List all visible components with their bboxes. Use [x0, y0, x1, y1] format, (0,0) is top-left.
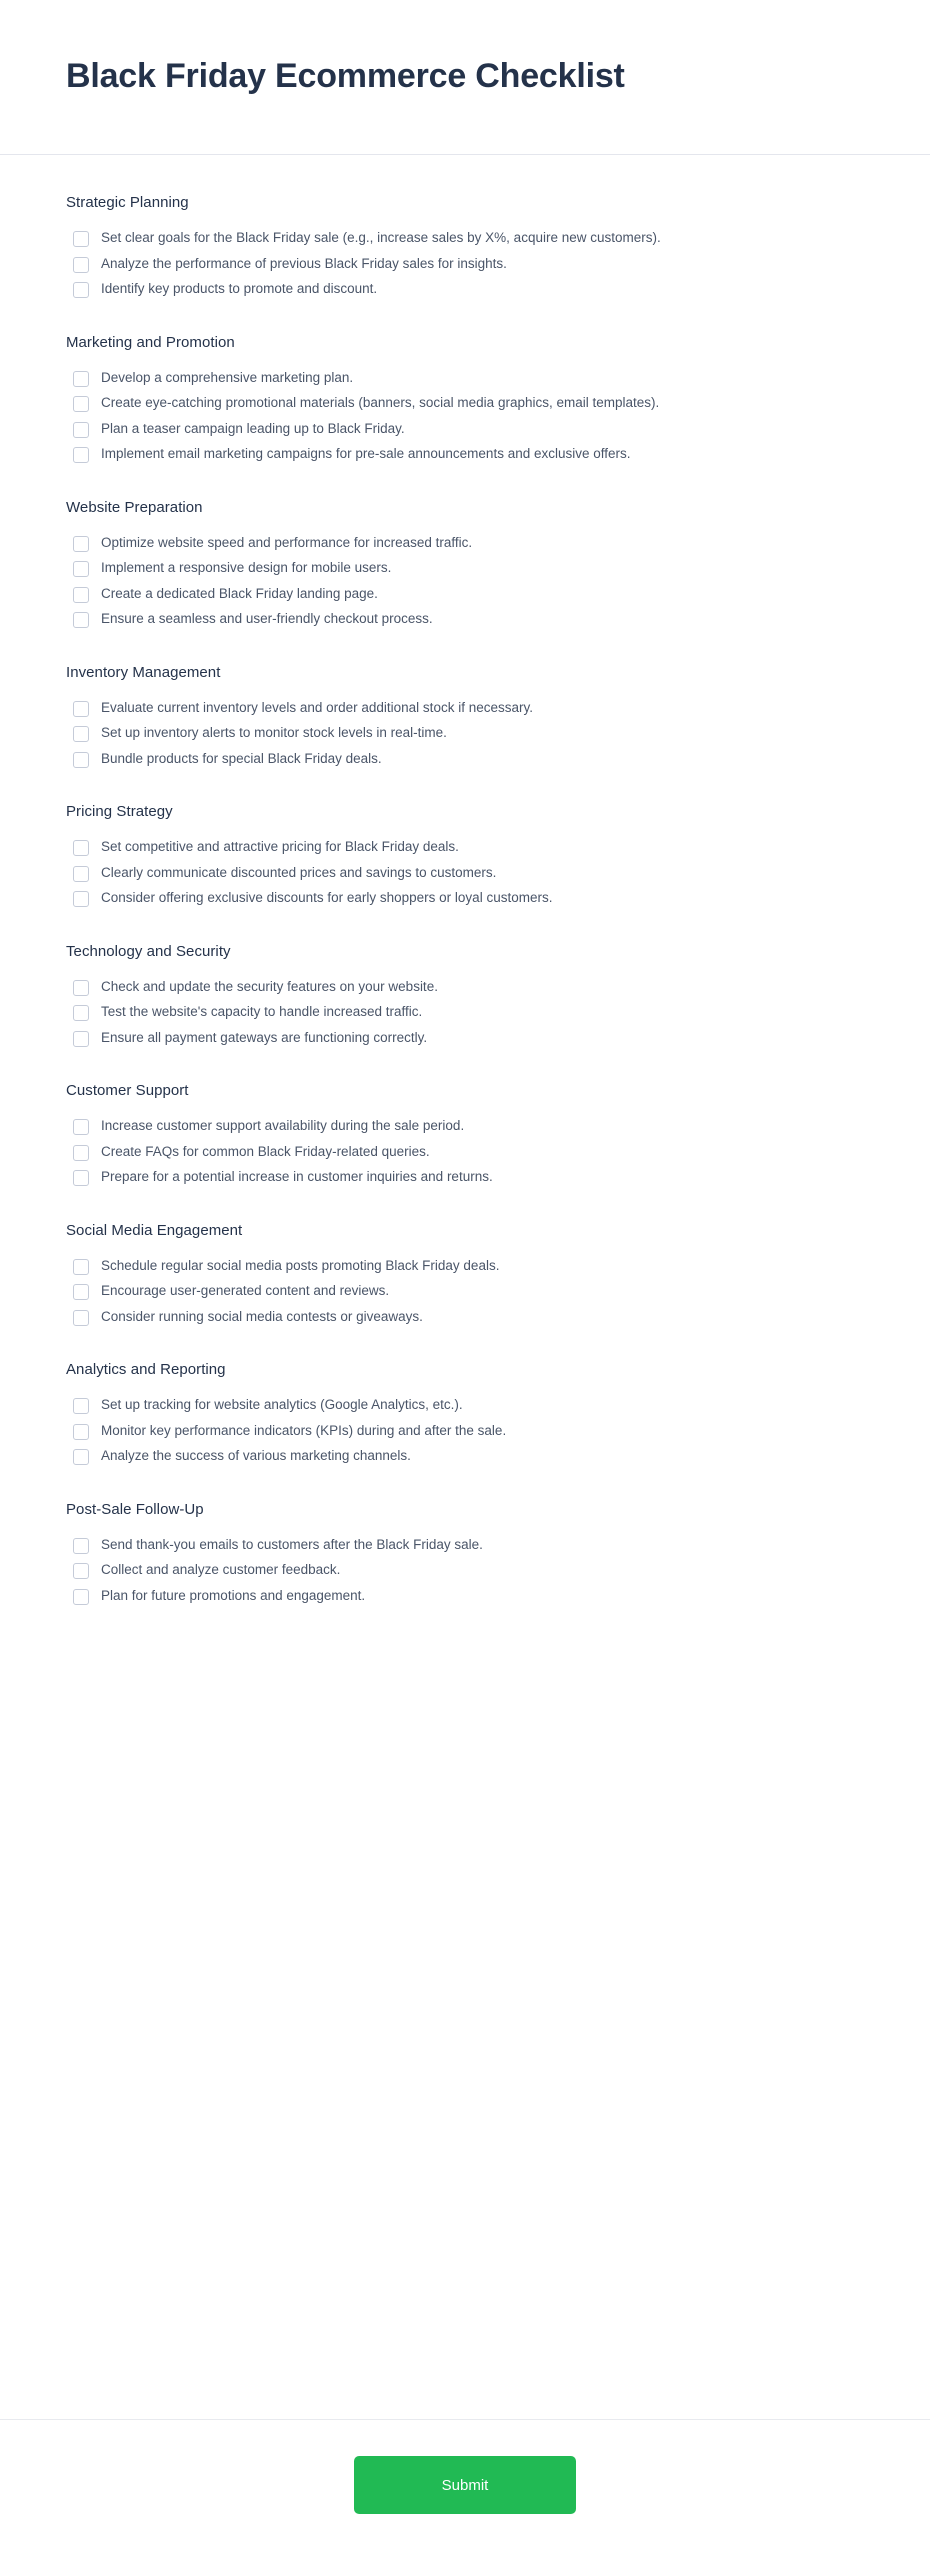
checklist-section	[66, 802, 864, 911]
checklist-item[interactable]	[66, 1026, 864, 1051]
checklist	[66, 835, 864, 911]
checklist-item[interactable]	[66, 391, 864, 416]
form-header	[0, 0, 930, 155]
checklist-item-label: Implement a responsive design for mobile users.	[101, 560, 392, 575]
checkbox-icon[interactable]	[73, 371, 89, 387]
section-heading: Website Preparation	[66, 498, 203, 516]
section-heading: Inventory Management	[66, 663, 221, 681]
checklist-item-label: Send thank-you emails to customers after the Black Friday sale.	[101, 1536, 483, 1552]
checkbox-icon[interactable]	[73, 1589, 89, 1605]
checklist	[66, 1254, 864, 1330]
checklist-item-label: Implement email marketing campaigns for pre-sale announcements and exclusive offers.	[101, 446, 631, 461]
checkbox-icon[interactable]	[73, 1170, 89, 1186]
checklist-item[interactable]	[66, 1000, 864, 1025]
checklist-item[interactable]	[66, 1393, 864, 1418]
checklist-item[interactable]	[66, 582, 864, 607]
checklist-item[interactable]	[66, 1419, 864, 1444]
checklist-item-label: Consider running social media contests or giveaways.	[101, 1308, 423, 1324]
section-heading: Technology and Security	[66, 942, 231, 960]
checklist-item[interactable]	[66, 366, 864, 391]
checklist-item[interactable]	[66, 1305, 864, 1330]
checklist-item-label: Consider offering exclusive discounts for early shoppers or loyal customers.	[101, 890, 553, 905]
section-heading: Strategic Planning	[66, 194, 189, 211]
checkbox-icon[interactable]	[73, 396, 89, 412]
checklist-item-label: Optimize website speed and performance for increased traffic.	[101, 534, 473, 550]
checklist-item[interactable]	[66, 721, 864, 746]
page-title: Black Friday Ecommerce Checklist	[66, 57, 625, 96]
checklist	[66, 1393, 864, 1469]
checkbox-icon[interactable]	[73, 257, 89, 273]
checkbox-icon[interactable]	[73, 1310, 89, 1326]
checklist	[66, 1114, 864, 1190]
checklist-item-label: Set clear goals for the Black Friday sale (e.g., increase sales by X%, acquire new customers).	[101, 230, 661, 245]
checkbox-icon[interactable]	[73, 422, 89, 438]
checklist-item-label: Schedule regular social media posts promoting Black Friday deals.	[101, 1257, 500, 1273]
checklist-item-label: Clearly communicate discounted prices and savings to customers.	[101, 864, 497, 880]
checkbox-icon[interactable]	[73, 447, 89, 463]
checkbox-icon[interactable]	[73, 1563, 89, 1579]
checklist-item-label: Increase customer support availability during the sale period.	[101, 1118, 465, 1133]
checklist-item-label: Develop a comprehensive marketing plan.	[101, 369, 354, 385]
checklist-section	[66, 663, 864, 772]
checklist-item[interactable]	[66, 861, 864, 886]
section-heading: Marketing and Promotion	[66, 333, 235, 351]
checkbox-icon[interactable]	[73, 1284, 89, 1300]
checklist-item[interactable]	[66, 835, 864, 860]
checklist-item[interactable]	[66, 1114, 864, 1139]
checklist-item[interactable]	[66, 417, 864, 442]
checklist-item-label: Plan a teaser campaign leading up to Black Friday.	[101, 420, 405, 436]
checklist-item[interactable]	[66, 442, 864, 467]
checklist	[66, 226, 864, 302]
section-heading: Social Media Engagement	[66, 1221, 243, 1239]
checklist-item[interactable]	[66, 1279, 864, 1304]
checklist-item[interactable]	[66, 1444, 864, 1469]
checklist	[66, 696, 864, 772]
checkbox-icon[interactable]	[73, 980, 89, 996]
checkbox-icon[interactable]	[73, 282, 89, 298]
checkbox-icon[interactable]	[73, 1538, 89, 1554]
checklist-item[interactable]	[66, 226, 864, 251]
checklist	[66, 366, 864, 467]
checkbox-icon[interactable]	[73, 1398, 89, 1414]
section-list	[66, 193, 864, 1608]
checkbox-icon[interactable]	[73, 536, 89, 552]
checklist-item-label: Ensure a seamless and user-friendly checkout process.	[101, 611, 433, 626]
checklist-item-label: Plan for future promotions and engagement.	[101, 1587, 366, 1603]
checklist-item-label: Bundle products for special Black Friday deals.	[101, 750, 382, 766]
checkbox-icon[interactable]	[73, 1449, 89, 1465]
checklist-item-label: Analyze the performance of previous Black Friday sales for insights.	[101, 255, 507, 271]
checklist-item[interactable]	[66, 1254, 864, 1279]
submit-button[interactable]: Submit	[354, 2456, 576, 2514]
checkbox-icon[interactable]	[73, 1005, 89, 1021]
checklist-item-label: Monitor key performance indicators (KPIs) during and after the sale.	[101, 1422, 507, 1438]
checklist-item-label: Prepare for a potential increase in customer inquiries and returns.	[101, 1169, 493, 1184]
section-heading: Analytics and Reporting	[66, 1361, 226, 1378]
checklist-item[interactable]	[66, 531, 864, 556]
checklist	[66, 531, 864, 632]
checklist-section	[66, 333, 864, 467]
checklist-item[interactable]	[66, 747, 864, 772]
checkbox-icon[interactable]	[73, 231, 89, 247]
section-heading: Pricing Strategy	[66, 803, 173, 820]
checkbox-icon[interactable]	[73, 1424, 89, 1440]
checklist-item-label: Set up inventory alerts to monitor stock levels in real-time.	[101, 725, 447, 740]
checkbox-icon[interactable]	[73, 587, 89, 603]
checklist-section	[66, 498, 864, 632]
checklist-item-label: Create a dedicated Black Friday landing page.	[101, 585, 378, 601]
checklist-item-label: Create FAQs for common Black Friday-related queries.	[101, 1143, 430, 1159]
checklist-item-label: Collect and analyze customer feedback.	[101, 1562, 341, 1577]
checklist-item-label: Set up tracking for website analytics (Google Analytics, etc.).	[101, 1397, 463, 1412]
checklist-item-label: Check and update the security features on your website.	[101, 978, 438, 994]
checklist-section	[66, 1221, 864, 1330]
checkbox-icon[interactable]	[73, 1259, 89, 1275]
checklist-item[interactable]	[66, 696, 864, 721]
checklist-section	[66, 193, 864, 302]
checkbox-icon[interactable]	[73, 752, 89, 768]
checklist-item[interactable]	[66, 277, 864, 302]
checklist-item[interactable]	[66, 252, 864, 277]
checkbox-icon[interactable]	[73, 561, 89, 577]
checkbox-icon[interactable]	[73, 726, 89, 742]
checklist-item[interactable]	[66, 1140, 864, 1165]
checklist-section	[66, 1360, 864, 1469]
checklist-item-label: Analyze the success of various marketing channels.	[101, 1448, 411, 1463]
section-heading: Customer Support	[66, 1082, 189, 1099]
checkbox-icon[interactable]	[73, 866, 89, 882]
checklist-section	[66, 942, 864, 1051]
section-heading: Post-Sale Follow-Up	[66, 1500, 204, 1518]
checklist-item[interactable]	[66, 975, 864, 1000]
checklist-item[interactable]	[66, 1584, 864, 1609]
checkbox-icon[interactable]	[73, 891, 89, 907]
checklist-section	[66, 1081, 864, 1190]
checklist-item-label: Encourage user-generated content and reviews.	[101, 1283, 390, 1298]
checklist-item-label: Create eye-catching promotional materials (banners, social media graphics, email templates).	[101, 395, 660, 410]
checkbox-icon[interactable]	[73, 612, 89, 628]
checklist-item[interactable]	[66, 1533, 864, 1558]
checklist-item[interactable]	[66, 1558, 864, 1583]
checkbox-icon[interactable]	[73, 1145, 89, 1161]
checkbox-icon[interactable]	[73, 701, 89, 717]
checklist-item[interactable]	[66, 607, 864, 632]
checklist-section	[66, 1500, 864, 1609]
checklist	[66, 975, 864, 1051]
checkbox-icon[interactable]	[73, 1119, 89, 1135]
checklist-item-label: Identify key products to promote and discount.	[101, 281, 378, 296]
checklist-item[interactable]	[66, 556, 864, 581]
checklist-item[interactable]	[66, 886, 864, 911]
checklist-item-label: Ensure all payment gateways are functioning correctly.	[101, 1029, 428, 1045]
form-footer	[0, 2419, 930, 2554]
checkbox-icon[interactable]	[73, 840, 89, 856]
checklist-item-label: Set competitive and attractive pricing for Black Friday deals.	[101, 839, 459, 854]
checklist-item-label: Test the website's capacity to handle increased traffic.	[101, 1004, 423, 1019]
checklist-item-label: Evaluate current inventory levels and order additional stock if necessary.	[101, 699, 533, 715]
form-body	[0, 155, 930, 2419]
checkbox-icon[interactable]	[73, 1031, 89, 1047]
checklist-item[interactable]	[66, 1165, 864, 1190]
checklist	[66, 1533, 864, 1609]
